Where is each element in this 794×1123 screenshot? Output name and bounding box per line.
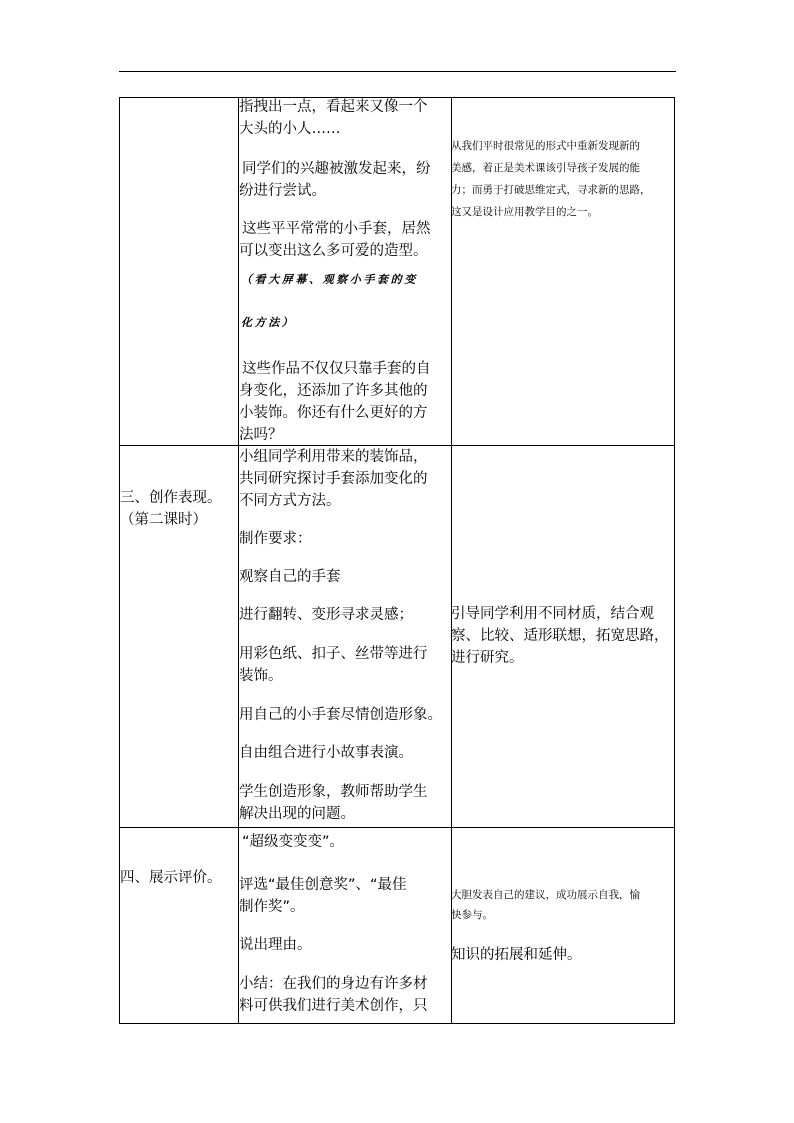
content-line: 小组同学利用带来的装饰品， [239, 449, 428, 465]
content-line: 装饰。 [239, 668, 283, 684]
content-line: 制作奖”。 [239, 899, 305, 915]
content-line: 说出理由。 [239, 937, 312, 953]
content-line: 法吗？ [239, 427, 283, 443]
intent-line: 美感，着正是美术课该引导孩子发展的能 [451, 162, 640, 174]
content-line: 用彩色纸、扣子、丝带等进行 [239, 646, 428, 662]
content-line: 大头的小人…… [239, 121, 341, 137]
stage-direction: 化方法） [241, 316, 296, 329]
content-line: 评选“最佳创意奖”、“最佳 [239, 877, 407, 893]
intent-line: 从我们平时很常见的形式中重新发现新的 [451, 140, 640, 152]
content-line: 这些平平常常的小手套，居然 [242, 221, 431, 237]
intent-line: 引导同学利用不同材质，结合观 [451, 606, 654, 622]
intent-line: 力；而勇于打破思维定式，寻求新的思路， [451, 184, 651, 196]
intent-line: 知识的拓展和延伸。 [451, 947, 582, 963]
content-line: 学生创造形象，教师帮助学生 [239, 784, 428, 800]
content-line: 解决出现的问题。 [239, 806, 355, 822]
content-line: 身变化，还添加了许多其他的 [239, 383, 428, 399]
stage-label: （第二课时） [120, 512, 207, 528]
intent-line: 这又是设计应用教学目的之一。 [451, 206, 598, 218]
intent-line: 大胆发表自己的建议，成功展示自我，愉 [451, 889, 640, 901]
intent-line: 察、比较、适形联想，拓宽思路， [451, 628, 669, 644]
content-line: 同学们的兴趣被激发起来，纷 [242, 161, 431, 177]
stage-label: 三、创作表现。 [120, 490, 222, 506]
content-line: 观察自己的手套 [239, 569, 341, 585]
content-line: 料可供我们进行美术创作，只 [239, 998, 428, 1014]
intent-line: 快参与。 [451, 909, 493, 921]
content-line: 小装饰。你还有什么更好的方 [239, 405, 428, 421]
row-divider-2 [120, 827, 674, 828]
content-line: 小结：在我们的身边有许多材 [239, 976, 428, 992]
content-line: 用自己的小手套尽情创造形象。 [239, 707, 442, 723]
stage-label: 四、展示评价。 [120, 870, 222, 886]
stage-direction: （看大屏幕、观察小手套的变 [241, 273, 418, 286]
content-line: 共同研究探讨手套添加变化的 [239, 471, 428, 487]
header-rule [119, 71, 676, 72]
content-line: 制作要求： [239, 531, 312, 547]
content-line: 进行翻转、变形寻求灵感； [239, 607, 413, 623]
intent-line: 进行研究。 [451, 650, 524, 666]
content-line: 可以变出这么多可爱的造型。 [239, 243, 428, 259]
content-line: 不同方式方法。 [239, 493, 341, 509]
content-line: 纷进行尝试。 [239, 183, 326, 199]
content-line: 自由组合进行小故事表演。 [239, 745, 413, 761]
content-line: “超级变变变”。 [242, 834, 345, 850]
content-line: 指拽出一点，看起来又像一个 [239, 99, 428, 115]
content-line: 这些作品不仅仅只靠手套的自 [242, 361, 431, 377]
